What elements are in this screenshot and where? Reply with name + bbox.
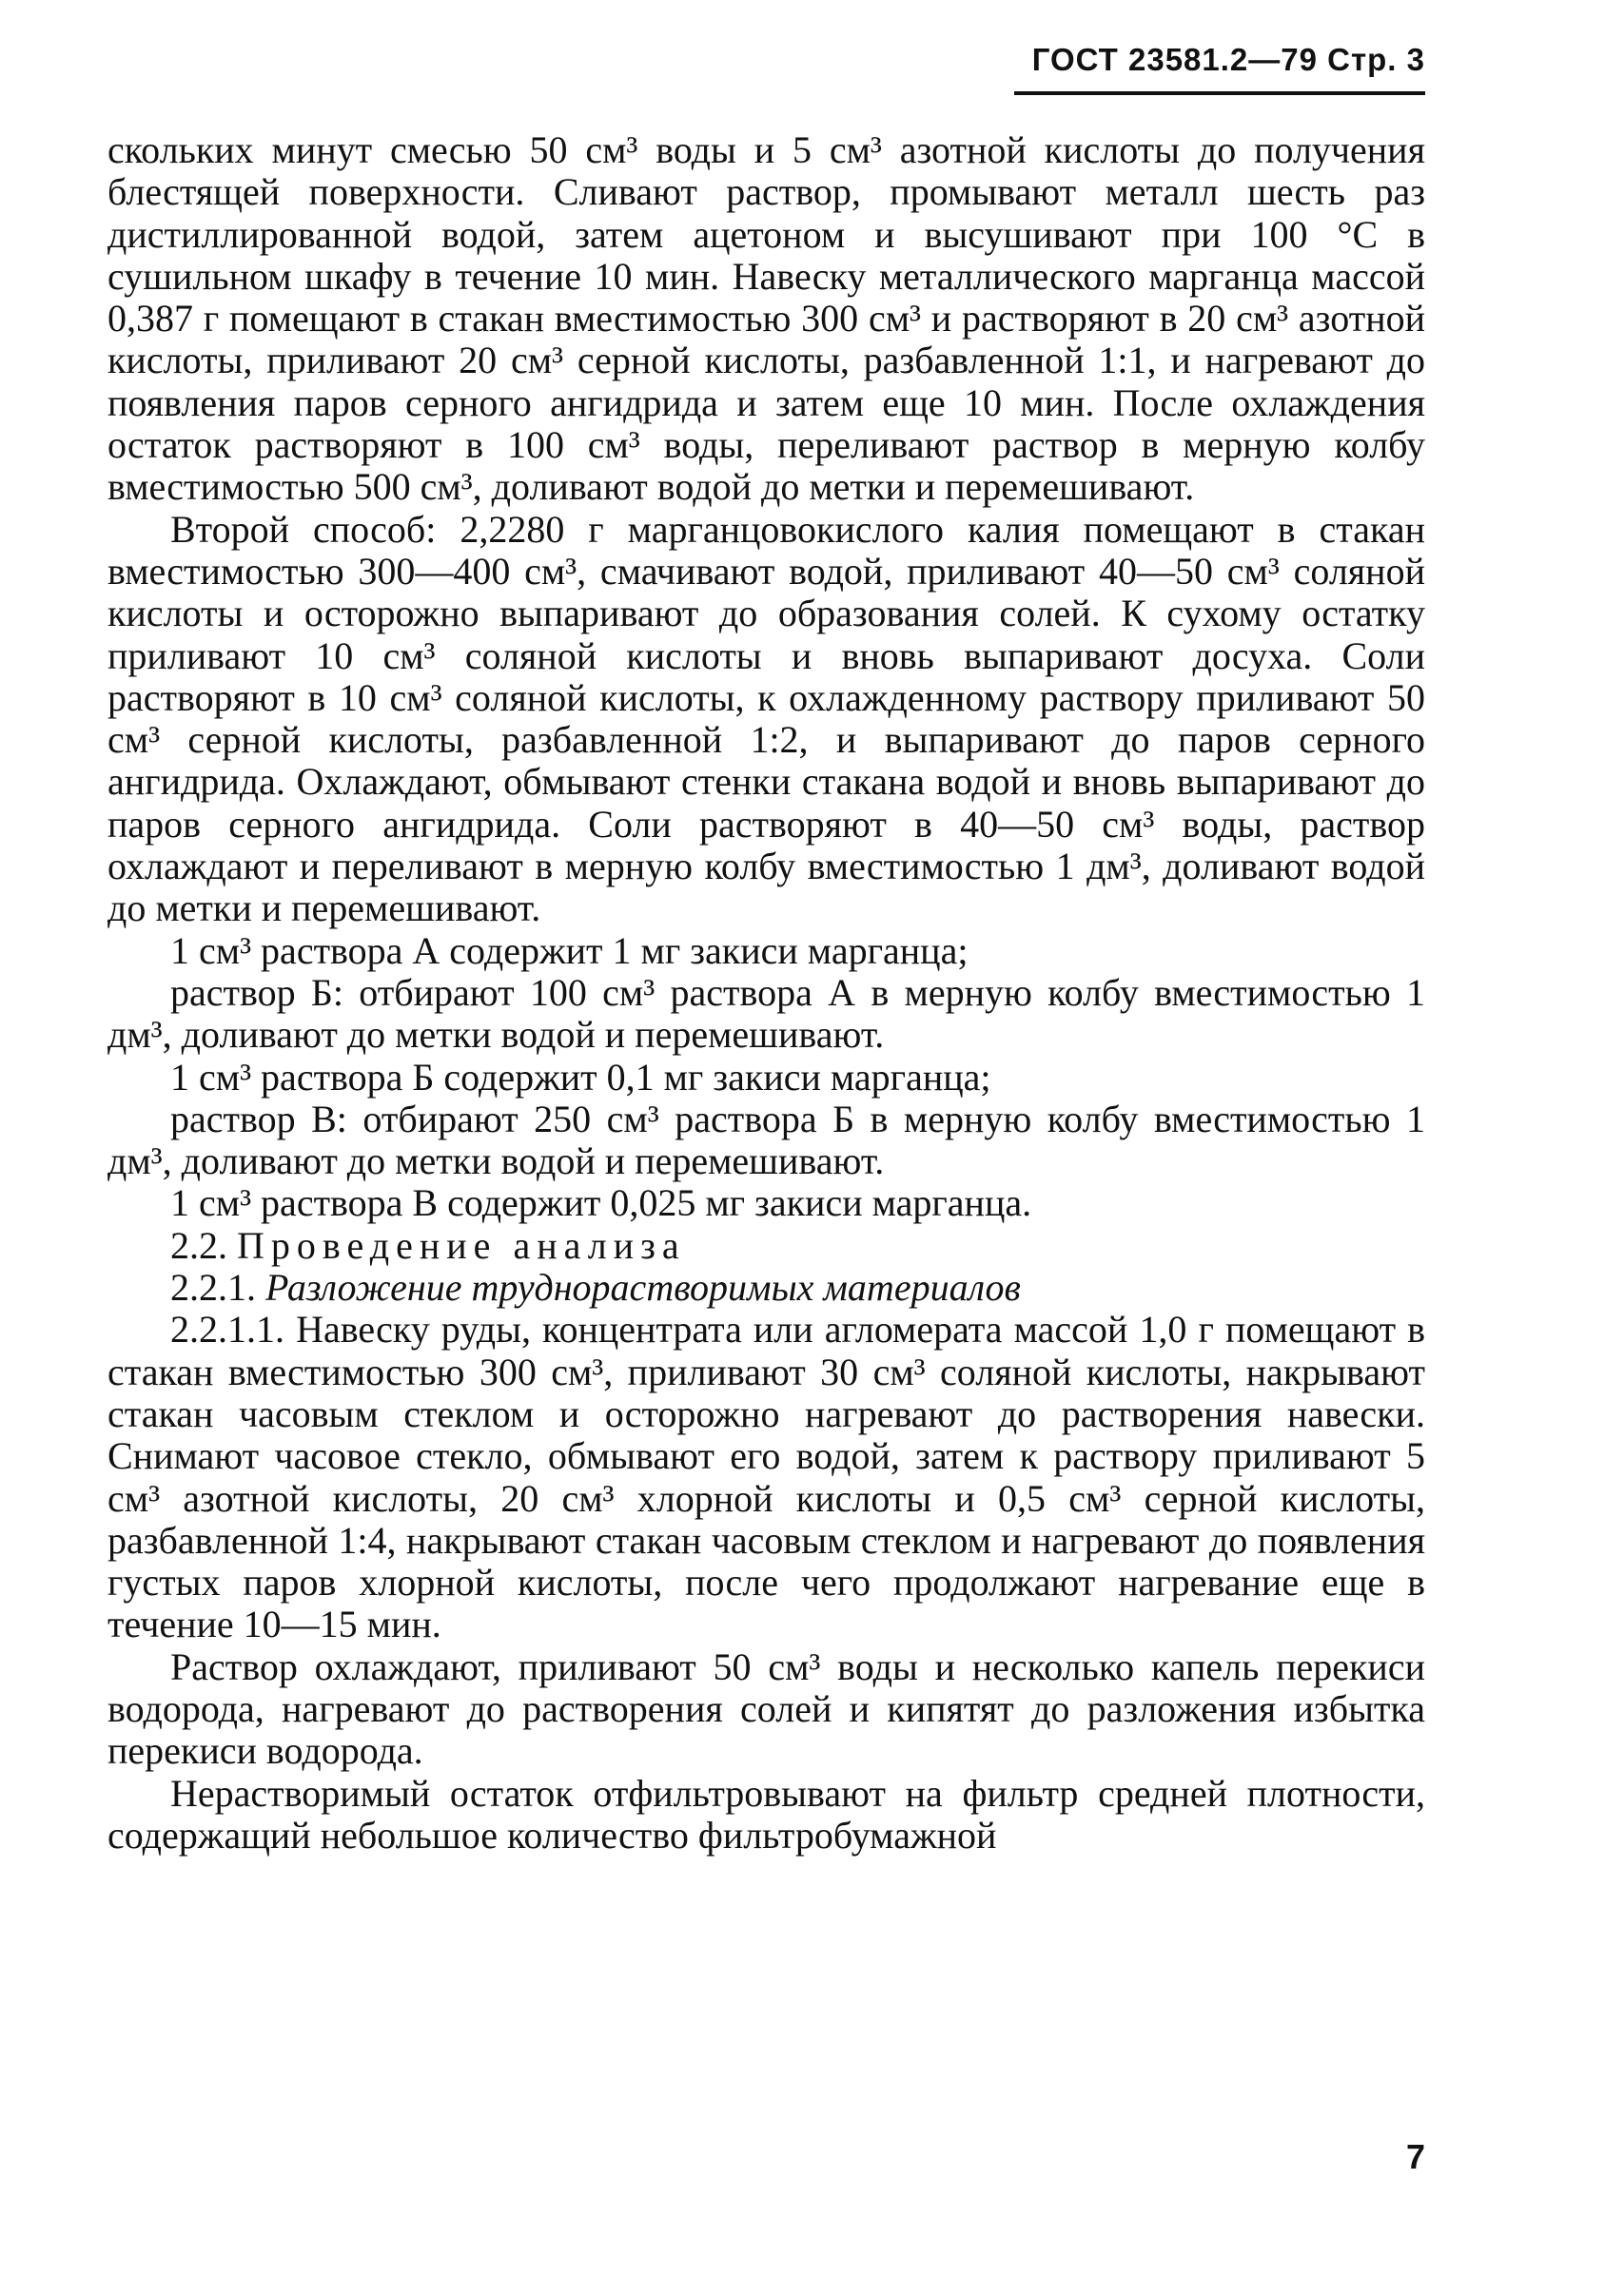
paragraph-solution-a-content: 1 см³ раствора А содержит 1 мг закиси марганца;	[170, 928, 969, 972]
document-body	[108, 129, 1425, 1857]
paragraph-solution-v-content: 1 см³ раствора В содержит 0,025 мг закиси марганца.	[170, 1181, 1032, 1225]
page-header	[1014, 42, 1425, 95]
subsection-heading-decomposition	[108, 1267, 1425, 1309]
page-number: 7	[1405, 2137, 1425, 2176]
paragraph-continuation: скольких минут смесью 50 см³ воды и 5 см³ азотной кислоты до получения блестящей поверхности. Сливают раствор, промывают металл шесть раз дистиллированной водой, затем ацетоном и высушивают при 100 °С в сушильном шкафу в течение 10 мин. Навеску металлического марганца массой 0,387 г помещают в стакан вместимостью 300 см³ и растворяют в 20 см³ азотной кислоты, приливают 20 см³ серной кислоты, разбавленной 1:1, и нагревают до появления паров серного ангидрида и затем еще 10 мин. После охлаждения остаток растворяют в 100 см³ воды, переливают раствор в мерную колбу вместимостью 500 см³, доливают водой до метки и перемешивают.	[108, 128, 1425, 509]
section-number: 2.2.	[170, 1223, 227, 1267]
subsection-title: Разложение труднорастворимых материалов	[265, 1266, 1021, 1310]
paragraph-solution-v: раствор В: отбирают 250 см³ раствора Б в мерную колбу вместимостью 1 дм³, доливают до метки водой и перемешивают.	[108, 1097, 1425, 1183]
subsection-number: 2.2.1.	[170, 1266, 256, 1310]
paragraph-solution-b-content: 1 см³ раствора Б содержит 0,1 мг закиси марганца;	[170, 1055, 991, 1099]
paragraph-solution-b: раствор Б: отбирают 100 см³ раствора А в мерную колбу вместимостью 1 дм³, доливают до метки водой и перемешивают.	[108, 970, 1425, 1057]
paragraph-clause-2-2-1-1: 2.2.1.1. Навеску руды, концентрата или агломерата массой 1,0 г помещают в стакан вместимостью 300 см³, приливают 30 см³ соляной кислоты, накрывают стакан часовым стеклом и осторожно нагревают до растворения навески. Снимают часовое стекло, обмывают его водой, затем к раствору приливают 5 см³ азотной кислоты, 20 см³ хлорной кислоты и 0,5 см³ серной кислоты, разбавленной 1:4, накрывают стакан часовым стеклом и нагревают до появления густых паров хлорной кислоты, после чего продолжают нагревание еще в течение 10—15 мин.	[108, 1308, 1425, 1646]
standard-title: ГОСТ 23581.2—79 Стр. 3	[1031, 42, 1425, 77]
section-title: Проведение анализа	[237, 1223, 686, 1267]
paragraph-cooling: Раствор охлаждают, приливают 50 см³ воды и несколько капель перекиси водорода, нагревают до растворения солей и кипятят до разложения избытка перекиси водорода.	[108, 1644, 1425, 1773]
paragraph-second-method: Второй способ: 2,2280 г марганцовокислого калия помещают в стакан вместимостью 300—400 см³, смачивают водой, приливают 40—50 см³ соляной кислоты и осторожно выпаривают до образования солей. К сухому остатку приливают 10 см³ соляной кислоты и вновь выпаривают досуха. Соли растворяют в 10 см³ соляной кислоты, к охлажденному раствору приливают 50 см³ серной кислоты, разбавленной 1:2, и выпаривают до паров серного ангидрида. Охлаждают, обмывают стенки стакана водой и вновь выпаривают до паров серного ангидрида. Соли растворяют в 40—50 см³ воды, раствор охлаждают и переливают в мерную колбу вместимостью 1 дм³, доливают водой до метки и перемешивают.	[108, 507, 1425, 930]
section-heading-analysis	[108, 1225, 1425, 1267]
paragraph-filtering: Нерастворимый остаток отфильтровывают на фильтр средней плотности, содержащий небольшое количество фильтробумажной	[108, 1771, 1425, 1857]
header-rule	[1014, 91, 1425, 95]
